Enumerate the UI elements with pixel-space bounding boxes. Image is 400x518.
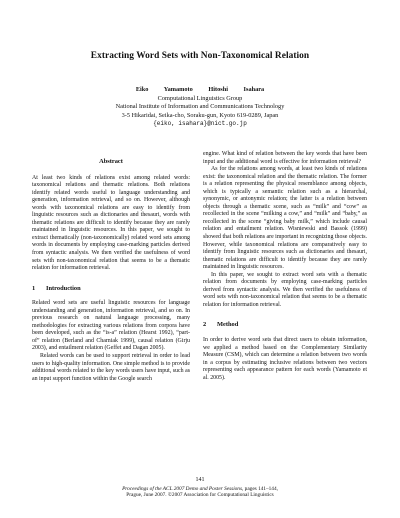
section-number: 2 [203,321,207,329]
author-email: {eiko, isahara}@nict.go.jp [153,120,247,127]
page-footer [0,477,400,499]
abstract-heading: Abstract [99,158,123,165]
proceedings-pages: , pages 141–144, [242,485,278,492]
section-title: Method [217,321,239,329]
paragraph: In this paper, we sought to extract word sets with a thematic relation from documents by employing case-marking particles derived from syntactic analysis. We then verified the usefulness of word sets with non-taxonomical relation that seems to be a thematic relation for information retrieval. [203,271,367,308]
paragraph: In order to derive word sets that direct users to obtain information, we applied a method based on the Complementary Similarity Measure (CSM), which can determine a relation between two words in a corpus by estimating inclusive relations between two vectors representing each appearance pattern for each words (Yamamoto et al. 2005). [203,337,367,381]
section-heading-method [203,321,367,329]
paragraph: Related word sets are useful linguistic resources for language understanding and generation, information retrieval, and so on. In previous research on natural language processing, many methodologies for extracting various relations from corpora have been developed, such as the “is-a” relation (Hearst 1992), “part-of” relation (Berland and Charniak 1999), causal relation (Girju 2003), and entailment relation (Geffet and Dagan 2005). [32,300,190,352]
author-institute: National Institute of Information and Communications Technology [115,103,285,110]
paragraph: As for the relations among words, at least two kinds of relations exist: the taxonomical relation and the thematic relation. The former is a relation representing the physical resemblance among objects, which is typically a semantic relation such as a hierarchal, synonymic, or antonymic relation; the latter is a relation between objects through a thematic scene, such as “milk” and “cow” as recollected in the scene “milking a cow,” and “milk” and “baby,” as recollected in the scene “giving baby milk,” which include causal relation and entailment relation. Wisniewski and Bassok (1999) showed that both relations are important in recognizing those objects. However, while taxonomical relations are comparatively easy to identify from linguistic resources such as dictionaries and thesauri, thematic relations are difficult to identify because they are rarely maintained in linguistic resources. [203,166,367,271]
abstract-text: At least two kinds of relations exist among related words: taxonomical relations and thematic relations. Both relations identify related words useful to language understanding and generation, information retrieval, and so on. However, although words with taxonomical relations are easy to identify from linguistic resources such as dictionaries and thesauri, words with thematic relations are difficult to identify because they are rarely maintained in linguistic resources. In this paper, we sought to extract thematically (non-taxonomically) related word sets among words in documents by employing case-marking particles derived from syntactic analysis. We then verified the usefulness of word sets with non-taxonomical relation that seems to be a thematic relation for information retrieval. [32,174,190,272]
author-name: Hitoshi Isahara [208,86,265,93]
paragraph: Related words can be used to support retrieval in order to lead users to high-quality information. One simple method is to provide additional words related to the key words users have input, such as an input support function within the Google search [32,353,190,382]
proceedings-title: Proceedings of the ACL 2007 Demo and Poster Sessions [122,485,243,492]
section-title: Introduction [46,284,81,292]
author-address: 3-5 Hikaridai, Seika-cho, Soraku-gun, Kyoto 619-0289, Japan [121,111,279,119]
author-block [0,86,400,129]
author-name: Eiko Yamamoto [135,86,193,93]
left-column [32,152,190,383]
page-number: 141 [195,477,205,483]
paper-title: Extracting Word Sets with Non-Taxonomical Relation [90,51,310,61]
copyright-line: Prague, June 2007. ©2007 Association for Computational Linguistics [126,492,274,499]
section-number: 1 [32,284,36,292]
section-heading-introduction [32,285,190,293]
author-names [0,86,400,95]
author-group: Computational Linguistics Group [157,94,243,102]
paragraph: engine. What kind of relation between the key words that have been input and the additional word is effective for information retrieval? [203,151,367,165]
right-column [203,151,367,382]
